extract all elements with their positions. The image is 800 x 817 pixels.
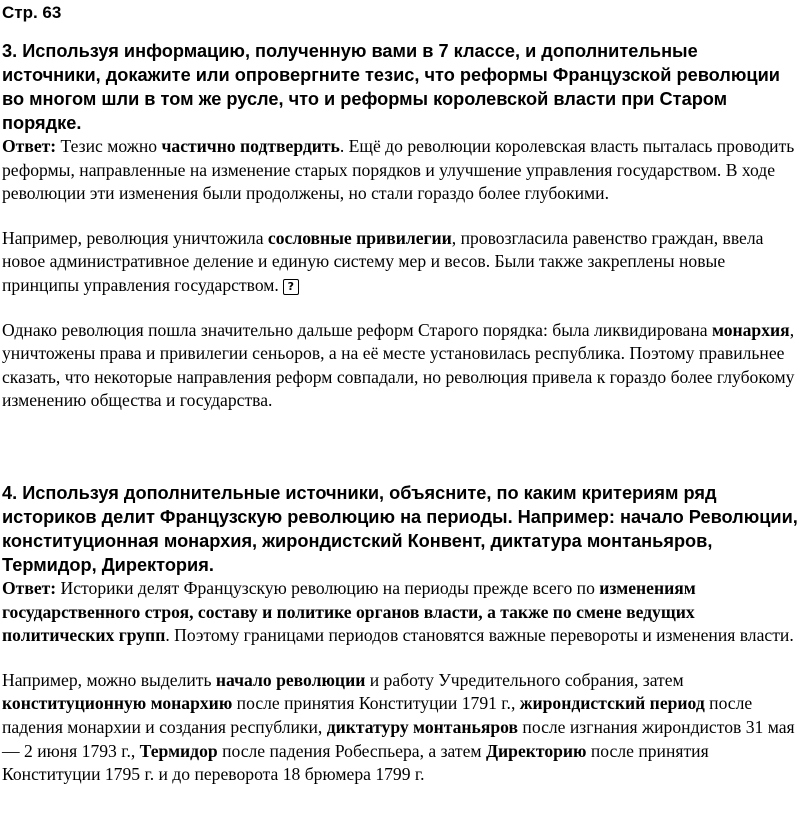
- page-label: Стр. 63: [2, 3, 62, 22]
- question-4-answer-paragraph-2: [2, 669, 800, 787]
- text: Например, революция уничтожила: [2, 227, 268, 248]
- bold-text: диктатуру монтаньяров: [326, 716, 519, 737]
- text: после принятия Конституции 1791 г.,: [232, 693, 520, 714]
- text: . Поэтому границами периодов становятся важные перевороты и изменения власти.: [165, 625, 794, 646]
- question-3-text: 3. Используя информацию, полученную вами в 7 классе, и дополнительные источники, докажите или опровергните тезис, что реформы Французской революции во многом шли в том же русле, что и реформы королевской власти при Старом порядке.: [2, 41, 780, 133]
- text: после падения Робеспьера, а затем: [217, 740, 486, 761]
- text: после изгнания жирондистов 31 мая — 2 июня 1793 г.,: [2, 716, 795, 761]
- text: . Ещё до революции королевская власть пыталась проводить реформы, направленные на изменение старых порядков и улучшение управления государством. В ходе революции эти изменения были продолжены, но стали гораздо более глубокими.: [2, 136, 795, 204]
- bold-text: Директорию: [485, 740, 587, 761]
- question-mark-icon[interactable]: ?: [283, 279, 299, 295]
- text: Историки делят Французскую революцию на периоды прежде всего по: [60, 577, 600, 598]
- question-3-block: [2, 39, 800, 413]
- question-3-answer-paragraph-1: [2, 135, 800, 206]
- bold-text: монархия: [711, 319, 790, 340]
- answer-label: Ответ:: [2, 577, 57, 598]
- text: и работу Учредительного собрания, затем: [365, 669, 684, 690]
- text: Тезис можно: [60, 136, 162, 156]
- text: , провозгласила равенство граждан, ввела новое административное деление и единую систему мер и весов. Были также закреплены новые принципы управления государством.: [2, 227, 764, 295]
- bold-text: Термидор: [139, 740, 218, 761]
- question-3-answer-paragraph-3: [2, 319, 800, 413]
- question-4-text: 4. Используя дополнительные источники, объясните, по каким критериям ряд историков делит Французскую революцию на периоды. Например: начало Революции, конституционная монархия, жирондистский Конвент, диктатура монтаньяров, Термидор, Директория.: [2, 482, 798, 575]
- text: Однако революция пошла значительно дальше реформ Старого порядка: была ликвидирована: [2, 319, 712, 340]
- bold-text: частично подтвердить: [161, 136, 340, 156]
- text: Например, можно выделить: [2, 669, 216, 690]
- text: после падения монархии и создания республики,: [2, 693, 753, 737]
- bold-text: конституционную монархию: [2, 693, 233, 714]
- bold-text: жирондистский период: [519, 693, 705, 714]
- text: после принятия Конституции 1795 г. и до переворота 18 брюмера 1799 г.: [2, 740, 709, 785]
- question-4-block: [2, 481, 800, 787]
- bold-text: изменениям государственного строя, составу и политике органов власти, а также по смене ведущих политических групп: [2, 577, 696, 646]
- bold-text: начало революции: [215, 669, 366, 690]
- bold-text: сословные привилегии: [267, 227, 452, 248]
- question-3-answer-paragraph-2: [2, 227, 800, 298]
- question-4-answer-paragraph-1: [2, 577, 800, 648]
- answer-label: Ответ:: [2, 136, 57, 156]
- text: , уничтожены права и привилегии сеньоров, а на её месте установилась республика. Поэтому правильнее сказать, что некоторые направления реформ совпадали, но революция привела к гораздо более глубокому изменению общества и государства.: [2, 319, 795, 411]
